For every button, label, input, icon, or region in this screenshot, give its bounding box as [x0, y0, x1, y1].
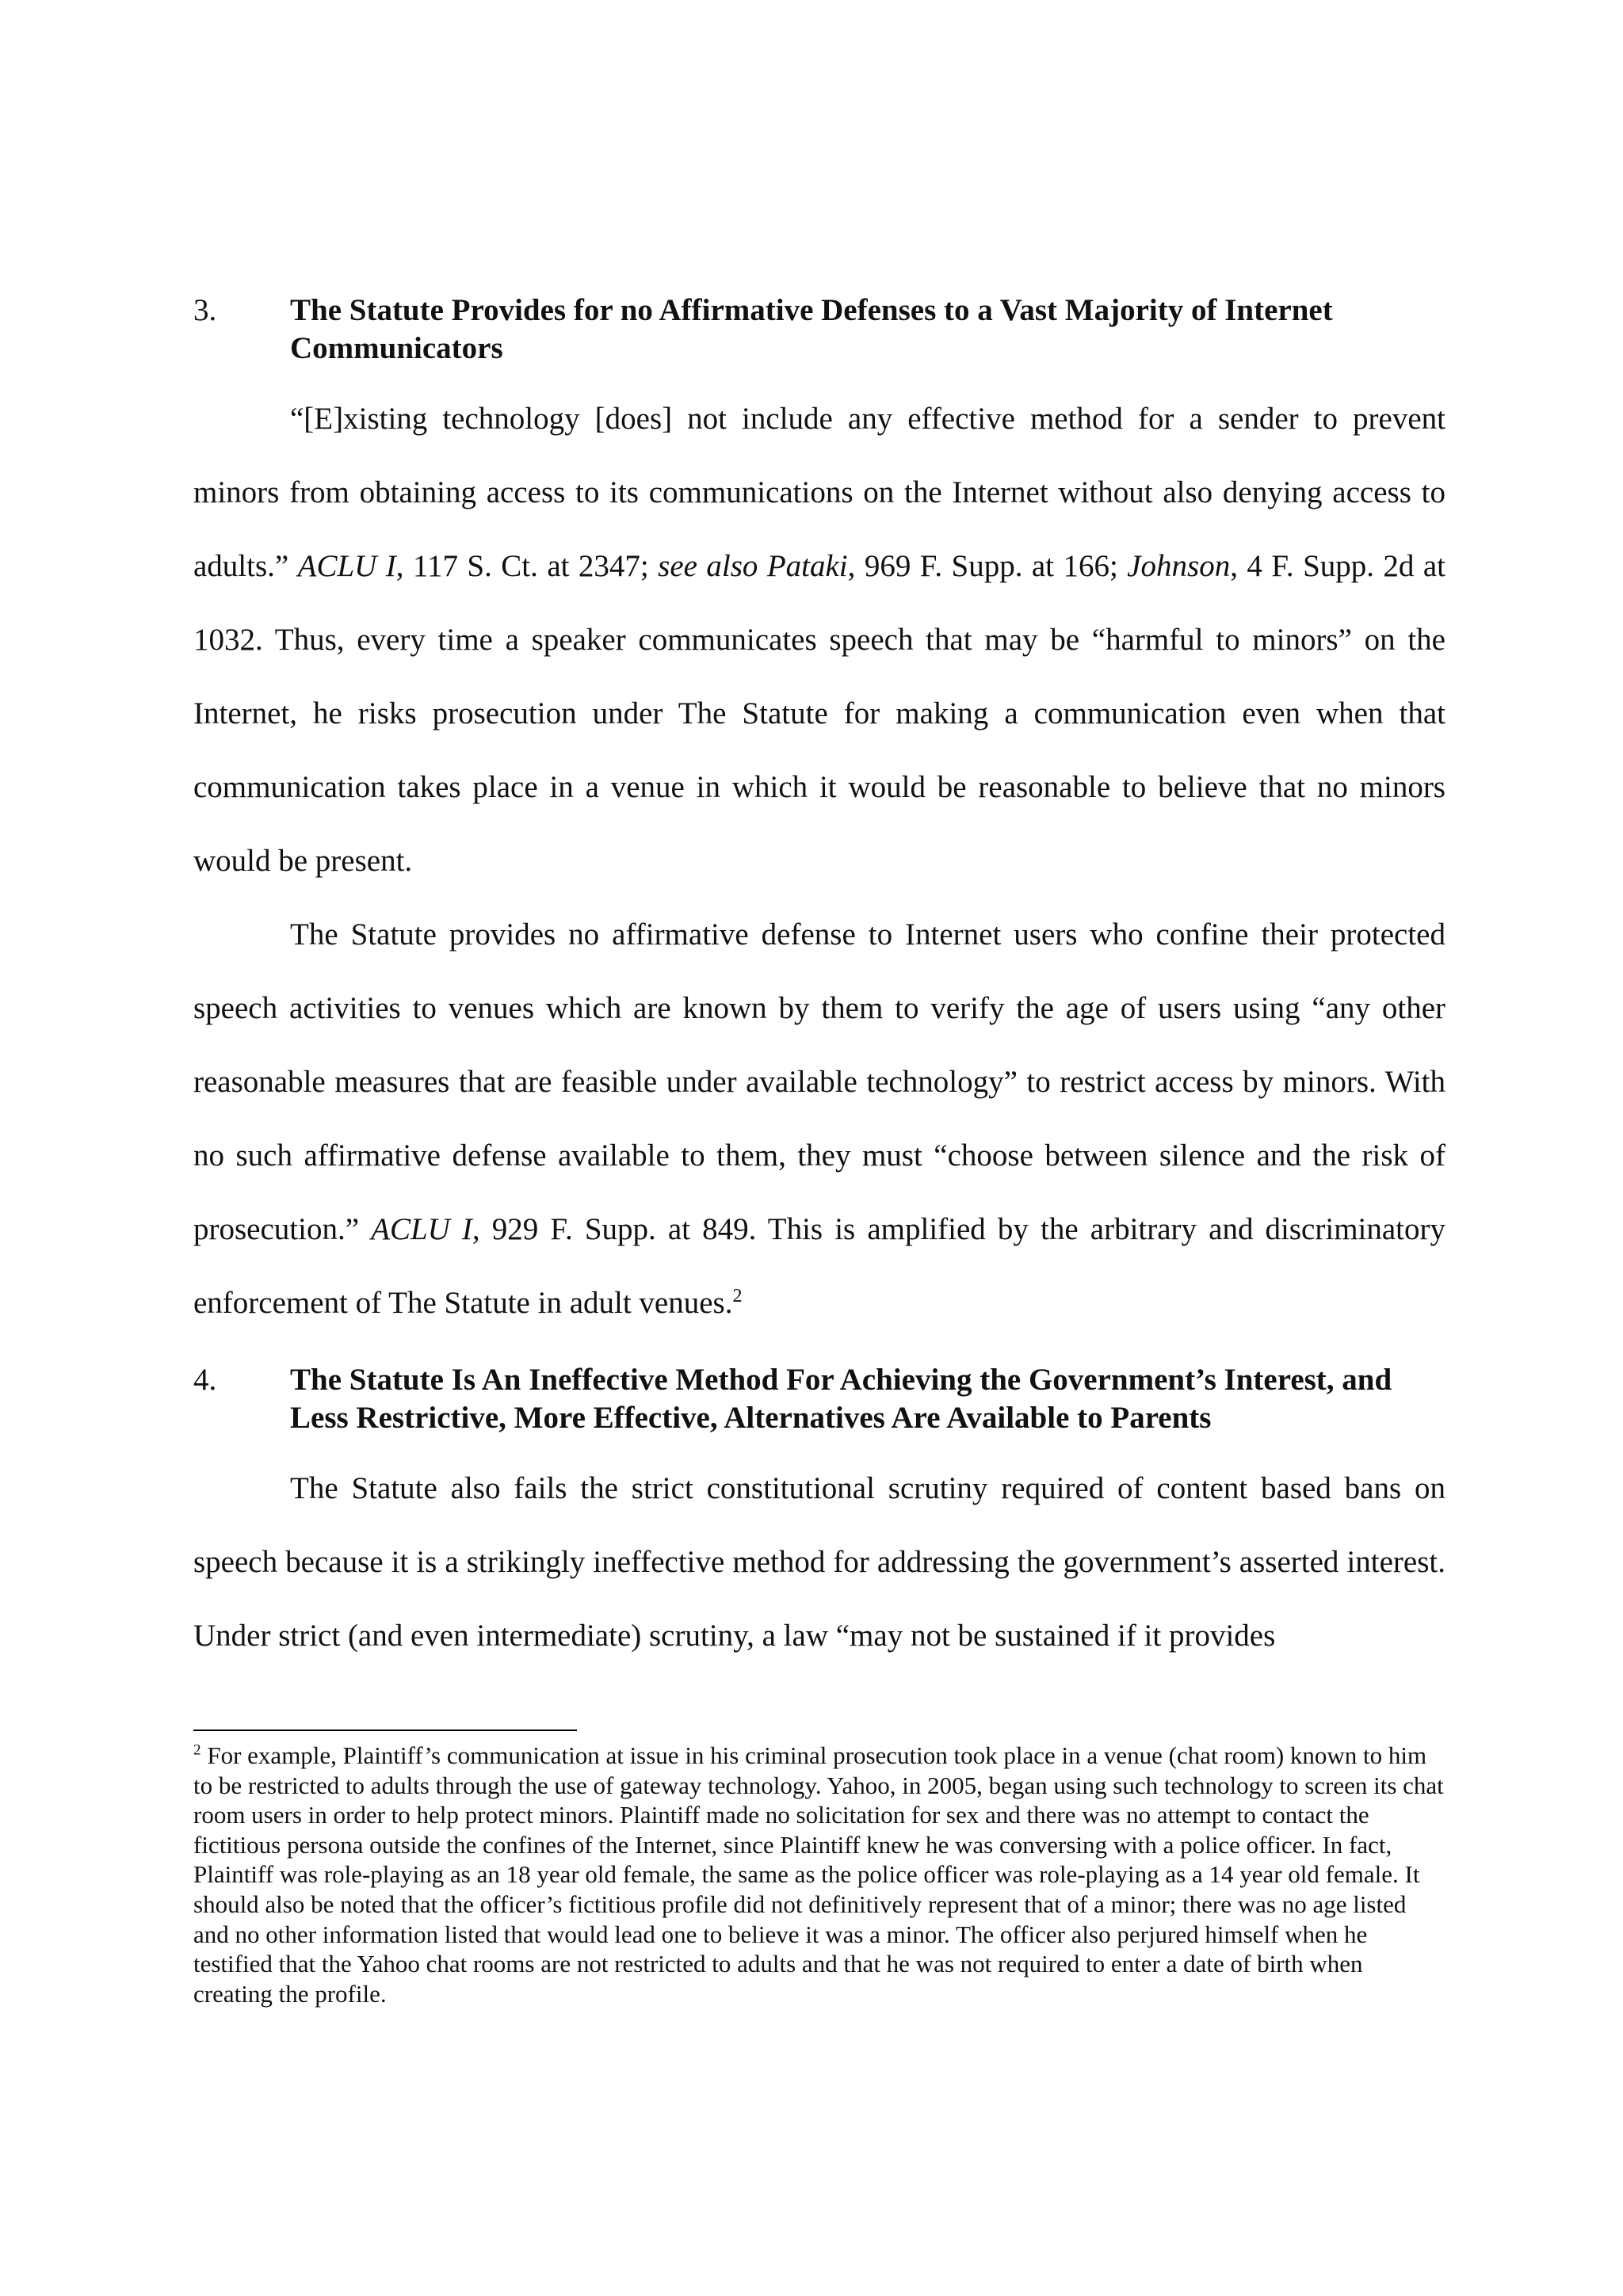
section-3-title: The Statute Provides for no Affirmative Defenses to a Vast Majority of Internet Communicators	[290, 293, 1333, 365]
section-3-heading	[193, 292, 1445, 368]
citation-aclu-i-2: ACLU I	[371, 1212, 472, 1246]
section-4-number: 4.	[193, 1363, 217, 1397]
paragraph-3: The Statute also fails the strict constitutional scrutiny required of content based bans on speech because it is a strikingly ineffective method for addressing the government’s asserted interest. Under strict (and even intermediate) scrutiny, a law “may not be sustained if it provides	[193, 1471, 1445, 1653]
footnote-2	[193, 1741, 1445, 2008]
citation-aclu-i: ACLU I	[297, 549, 396, 583]
paragraph-1-text-c: , 969 F. Supp. at 166;	[847, 549, 1128, 583]
paragraph-2-text-a: The Statute provides no affirmative defense to Internet users who confine their protected speech activities to venues which are known by them to verify the age of users using “any other reasonable measures that are feasible under available technology” to restrict access by minors. With no such affirmative defense available to them, they must “choose between silence and the risk of prosecution.”	[193, 917, 1445, 1246]
paragraph-1-text-d: , 4 F. Supp. 2d at 1032. Thus, every time a speaker communicates speech that may be “harmful to minors” on the Internet, he risks prosecution under The Statute for making a communication even when that communication takes place in a venue in which it would be reasonable to believe that no minors would be present.	[193, 549, 1446, 878]
body-block-2	[193, 1451, 1445, 1672]
citation-johnson: Johnson	[1127, 549, 1231, 583]
section-4-title: The Statute Is An Ineffective Method For Achieving the Government’s Interest, and Less Restrictive, More Effective, Alternatives Are Available to Parents	[290, 1363, 1392, 1435]
paragraph-2	[193, 898, 1445, 1340]
paragraph-1-text-a: “[E]xisting technology [does] not include any effective method for a sender to prevent minors from obtaining access to its communications on the Internet without also denying access to adults.”	[193, 402, 1445, 583]
footnote-marker: 2	[193, 1741, 201, 1759]
signal-see-also: see also	[658, 549, 758, 583]
footnote-reference[interactable]: 2	[732, 1285, 743, 1306]
footnote-separator	[193, 1730, 577, 1731]
paragraph-1	[193, 382, 1445, 898]
footnote-body: For example, Plaintiff’s communication at issue in his criminal prosecution took place in a venue (chat room) known to him to be restricted to adults through the use of gateway technology. Yahoo, in 2005, began using such technology to screen its chat room users in order to help protect minors. Plaintiff made no solicitation for sex and there was no attempt to contact the fictitious persona outside the confines of the Internet, since Plaintiff knew he was conversing with a police officer. In fact, Plaintiff was role-playing as an 18 year old female, the same as the police officer was role-playing as a 14 year old female. It should also be noted that the officer’s fictitious profile did not definitively represent that of a minor; there was no age listed and no other information listed that would lead one to believe it was a minor. The officer also perjured himself when he testified that the Yahoo chat rooms are not restricted to adults and that he was not required to enter a date of birth when creating the profile.	[193, 1741, 1444, 2008]
paragraph-1-space	[758, 549, 766, 583]
section-3-number: 3.	[193, 293, 217, 327]
paragraph-2-text-b: , 929 F. Supp. at 849. This is amplified by the arbitrary and discriminatory enforcement of The Statute in adult venues.	[193, 1212, 1445, 1320]
paragraph-1-text-b: , 117 S. Ct. at 2347;	[395, 549, 659, 583]
section-4-heading	[193, 1361, 1445, 1437]
body-block-1	[193, 382, 1445, 1340]
citation-pataki: Pataki	[766, 549, 848, 583]
footnote-2-text	[193, 1741, 1445, 2008]
